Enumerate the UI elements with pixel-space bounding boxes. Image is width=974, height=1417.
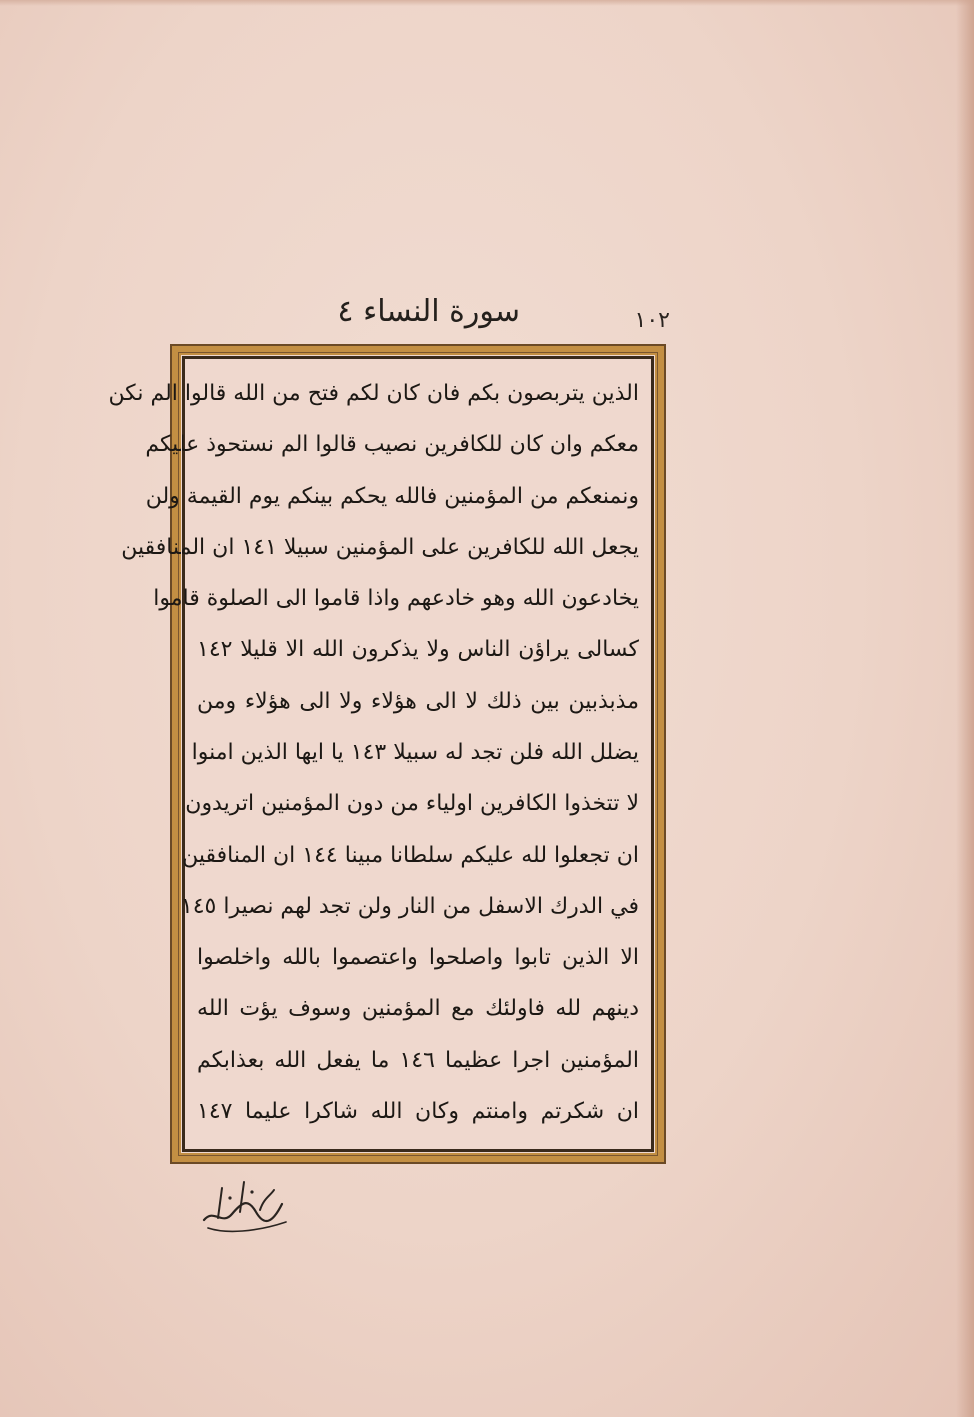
verse-line: معكم وان كان للكافرين نصيب قالوا الم نستحوذ عليكم: [145, 432, 639, 458]
page-header: [170, 290, 670, 338]
verse-line: الا الذين تابوا واصلحوا واعتصموا بالله واخلصوا: [197, 945, 639, 971]
verse-line: يخادعون الله وهو خادعهم واذا قاموا الى الصلوة قاموا: [153, 586, 639, 612]
verse-line: يجعل الله للكافرين على المؤمنين سبيلا ١٤١ ان المنافقين: [121, 534, 639, 560]
calligrapher-signature: [196, 1168, 296, 1238]
illuminated-frame: [108, 344, 666, 1164]
verse-line: ان تجعلوا لله عليكم سلطانا مبينا ١٤٤ ان المنافقين: [182, 842, 639, 868]
surah-title: سورة النساء ٤: [337, 294, 520, 329]
verse-line: كسالى يراؤن الناس ولا يذكرون الله الا قليلا ١٤٢: [197, 637, 639, 663]
page-number: ١٠٢: [634, 308, 670, 333]
verse-line: ونمنعكم من المؤمنين فالله يحكم بينكم يوم القيمة ولن: [145, 483, 639, 509]
verse-line: مذبذبين بين ذلك لا الى هؤلاء ولا الى هؤلاء ومن: [197, 688, 639, 714]
verse-line: يضلل الله فلن تجد له سبيلا ١٤٣ يا ايها الذين امنوا: [191, 739, 639, 765]
verse-line: المؤمنين اجرا عظيما ١٤٦ ما يفعل الله بعذابكم: [197, 1047, 639, 1073]
text-panel: [108, 356, 654, 1152]
verse-line: دينهم لله فاولئك مع المؤمنين وسوف يؤت الله: [197, 996, 639, 1022]
verse-line: لا تتخذوا الكافرين اولياء من دون المؤمنين اتريدون: [185, 791, 639, 817]
verse-line: في الدرك الاسفل من النار ولن تجد لهم نصيرا ١٤٥: [180, 893, 639, 919]
page-edge: [0, 0, 974, 6]
verse-line: ان شكرتم وامنتم وكان الله شاكرا عليما ١٤٧: [197, 1098, 639, 1124]
verse-line: الذين يتربصون بكم فان كان لكم فتح من الله قالوا الم نكن: [108, 381, 639, 406]
page-shadow: [956, 0, 974, 1417]
